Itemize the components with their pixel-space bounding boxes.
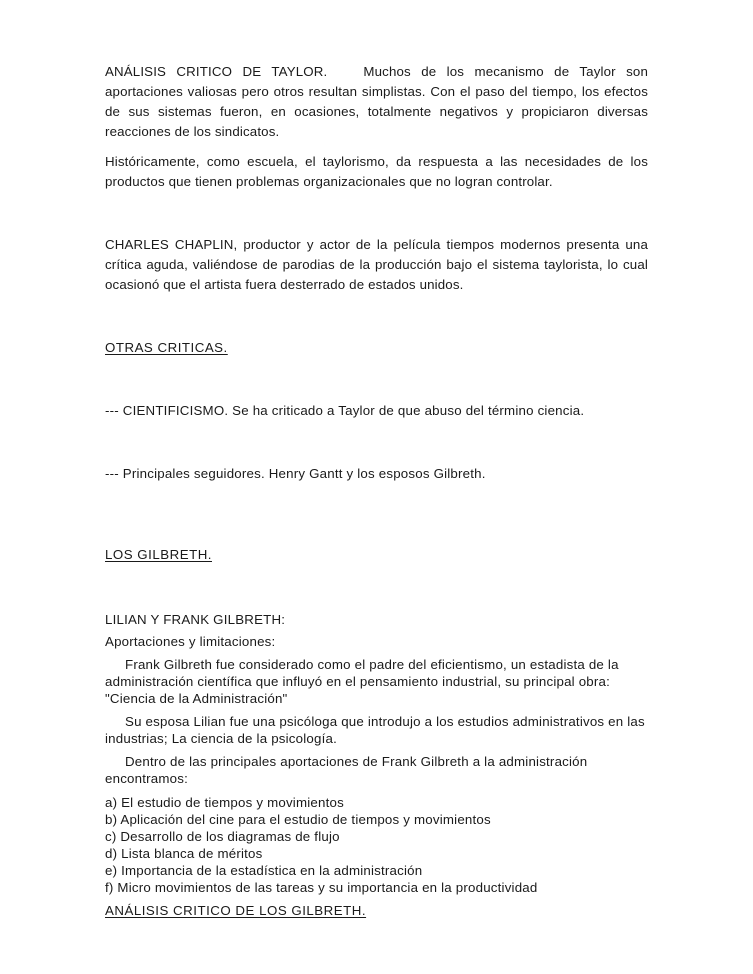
criticism-item-scientism: --- CIENTIFICISMO. Se ha criticado a Taylor de que abuso del término ciencia. [105, 403, 585, 418]
list-item: a) El estudio de tiempos y movimientos [105, 795, 344, 810]
chaplin-paragraph: CHARLES CHAPLIN, productor y actor de la película tiempos modernos presenta una crítica aguda, valiéndose de parodias de la producción bajo el sistema taylorista, lo cual ocasionó que el artista fuera desterrado de estados unidos. [105, 237, 648, 292]
gilbreth-heading: LOS GILBRETH. [105, 547, 212, 562]
taylor-analysis-paragraph [105, 62, 648, 142]
gilbreth-analysis-heading: ANÁLISIS CRITICO DE LOS GILBRETH. [105, 903, 367, 918]
gilbreth-subheading: LILIAN Y FRANK GILBRETH: [105, 612, 286, 627]
list-item: b) Aplicación del cine para el estudio de tiempos y movimientos [105, 812, 491, 827]
contributions-label: Aportaciones y limitaciones: [105, 634, 276, 649]
other-criticisms-heading: OTRAS CRITICAS. [105, 340, 228, 355]
contributions-intro-paragraph: Dentro de las principales aportaciones de Frank Gilbreth a la administración encontramos: [105, 754, 588, 786]
list-item: c) Desarrollo de los diagramas de flujo [105, 829, 340, 844]
historic-paragraph: Históricamente, como escuela, el taylorismo, da respuesta a las necesidades de los productos que tienen problemas organizacionales que no logran controlar. [105, 154, 648, 189]
list-item: e) Importancia de la estadística en la administración [105, 863, 423, 878]
criticism-item-followers: --- Principales seguidores. Henry Gantt y los esposos Gilbreth. [105, 466, 486, 481]
list-item: d) Lista blanca de méritos [105, 846, 263, 861]
frank-gilbreth-paragraph: Frank Gilbreth fue considerado como el padre del eficientismo, un estadista de la administración científica que influyó en el pensamiento industrial, su principal obra: "Ciencia de la Administración" [105, 657, 619, 706]
taylor-analysis-text: Muchos de los mecanismo de Taylor son aportaciones valiosas pero otros resultan simplistas. Con el paso del tiempo, los efectos de sus sistemas fueron, en ocasiones, totalmente negativos y propiciaron diversas reacciones de los sindicatos. [105, 64, 648, 139]
lilian-gilbreth-paragraph: Su esposa Lilian fue una psicóloga que introdujo a los estudios administrativos en las industrias; La ciencia de la psicología. [105, 714, 645, 746]
list-item: f) Micro movimientos de las tareas y su importancia en la productividad [105, 880, 538, 895]
taylor-analysis-heading: ANÁLISIS CRITICO DE TAYLOR. [105, 64, 328, 79]
contributions-list [105, 794, 648, 896]
